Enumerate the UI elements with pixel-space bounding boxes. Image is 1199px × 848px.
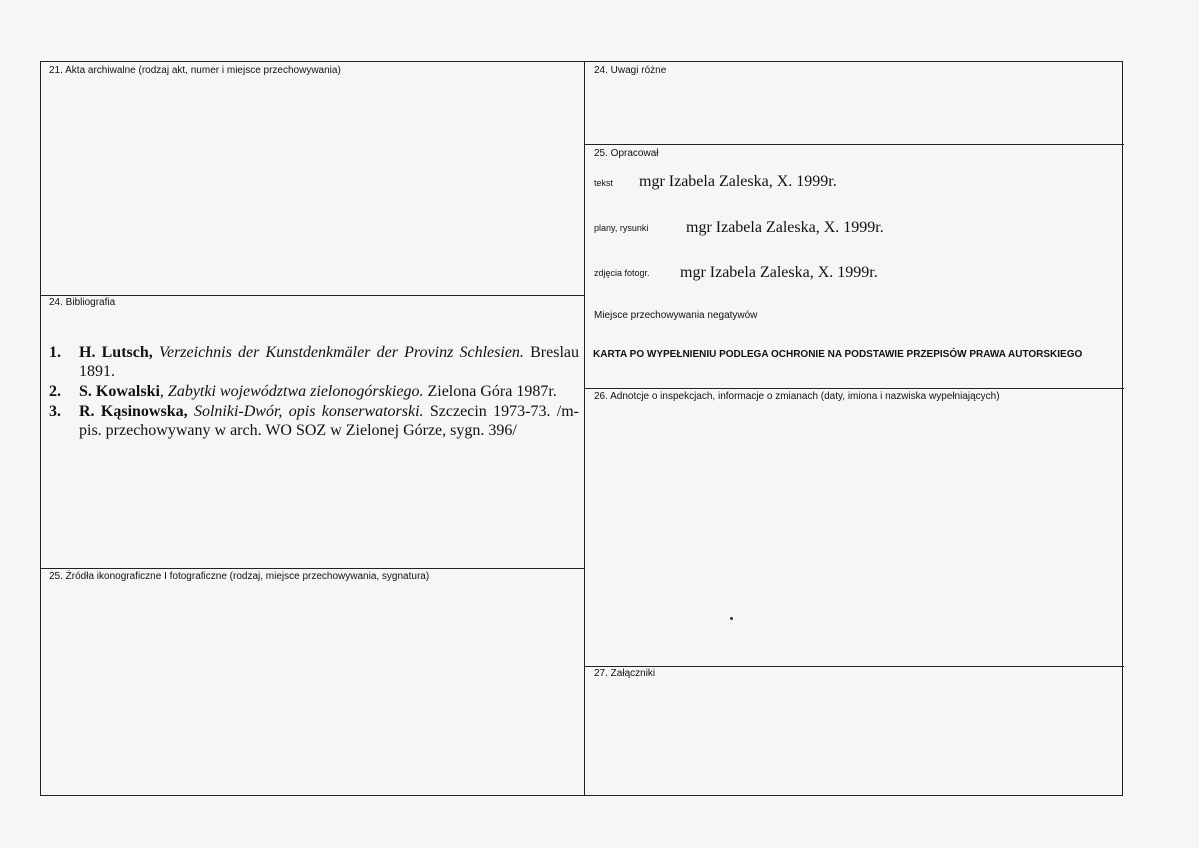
copyright-notice: KARTA PO WYPEŁNIENIU PODLEGA OCHRONIE NA PODSTAWIE PRZEPISÓW PRAWA AUTORSKIEGO xyxy=(593,349,1083,360)
bibliography-author: H. Lutsch, xyxy=(79,344,153,361)
divider-opracowal xyxy=(584,144,1124,145)
bibliography-item-number: 3. xyxy=(49,403,61,420)
bibliography-separator: , xyxy=(159,383,168,400)
bibliography-list xyxy=(49,343,579,441)
section-adnotacje-label: 26. Adnotcje o inspekcjach, informacje o zmianach (daty, imiona i nazwiska wypełniających) xyxy=(594,391,1000,402)
column-divider xyxy=(584,62,585,795)
section-bibliografia-label: 24. Bibliografia xyxy=(49,297,116,308)
opracowal-plany-value: mgr Izabela Zaleska, X. 1999r. xyxy=(686,219,884,236)
bibliography-title: Zabytki województwa zielonogórskiego. xyxy=(167,383,424,400)
divider-adnotacje xyxy=(584,388,1124,389)
divider-zalaczniki xyxy=(584,666,1124,667)
opracowal-tekst-label: tekst xyxy=(594,178,614,188)
scan-speck xyxy=(730,617,733,620)
bibliography-title: Verzeichnis der Kunstdenkmäler der Provinz Schlesien. xyxy=(158,344,524,361)
divider-bibliografia xyxy=(41,295,584,296)
negatywy-label: Miejsce przechowywania negatywów xyxy=(594,310,758,321)
bibliography-item xyxy=(49,402,579,440)
section-uwagi-label: 24. Uwagi różne xyxy=(594,65,667,76)
bibliography-item-number: 2. xyxy=(49,383,61,400)
opracowal-tekst-value: mgr Izabela Zaleska, X. 1999r. xyxy=(639,173,837,190)
opracowal-zdjecia-value: mgr Izabela Zaleska, X. 1999r. xyxy=(680,264,878,281)
bibliography-details: Szczecin 1973-73. /m-pis. przechowywany w arch. WO SOZ w Zielonej Górze, sygn. 396/ xyxy=(79,403,580,439)
section-akta-label: 21. Akta archiwalne (rodzaj akt, numer i miejsce przechowywania) xyxy=(49,65,341,76)
bibliography-details: Breslau 1891. xyxy=(79,344,580,380)
bibliography-item-number: 1. xyxy=(49,344,61,361)
divider-zrodla xyxy=(41,568,584,569)
bibliography-author: S. Kowalski xyxy=(79,383,160,400)
section-opracowal-label: 25. Opracował xyxy=(594,148,659,159)
bibliography-title: Solniki-Dwór, opis konserwatorski. xyxy=(193,403,424,420)
bibliography-item xyxy=(49,382,579,401)
opracowal-plany-label: plany, rysunki xyxy=(594,223,649,233)
section-zrodla-label: 25. Źródła ikonograficzne I fotograficzne (rodzaj, miejsce przechowywania, sygnatura) xyxy=(49,571,430,582)
opracowal-zdjecia-label: zdjęcia fotogr. xyxy=(594,268,650,278)
bibliography-author: R. Kąsinowska, xyxy=(79,403,188,420)
bibliography-item xyxy=(49,343,579,381)
bibliography-details: Zielona Góra 1987r. xyxy=(423,383,557,400)
section-zalaczniki-label: 27. Załączniki xyxy=(594,668,656,679)
record-card-form xyxy=(40,61,1123,796)
